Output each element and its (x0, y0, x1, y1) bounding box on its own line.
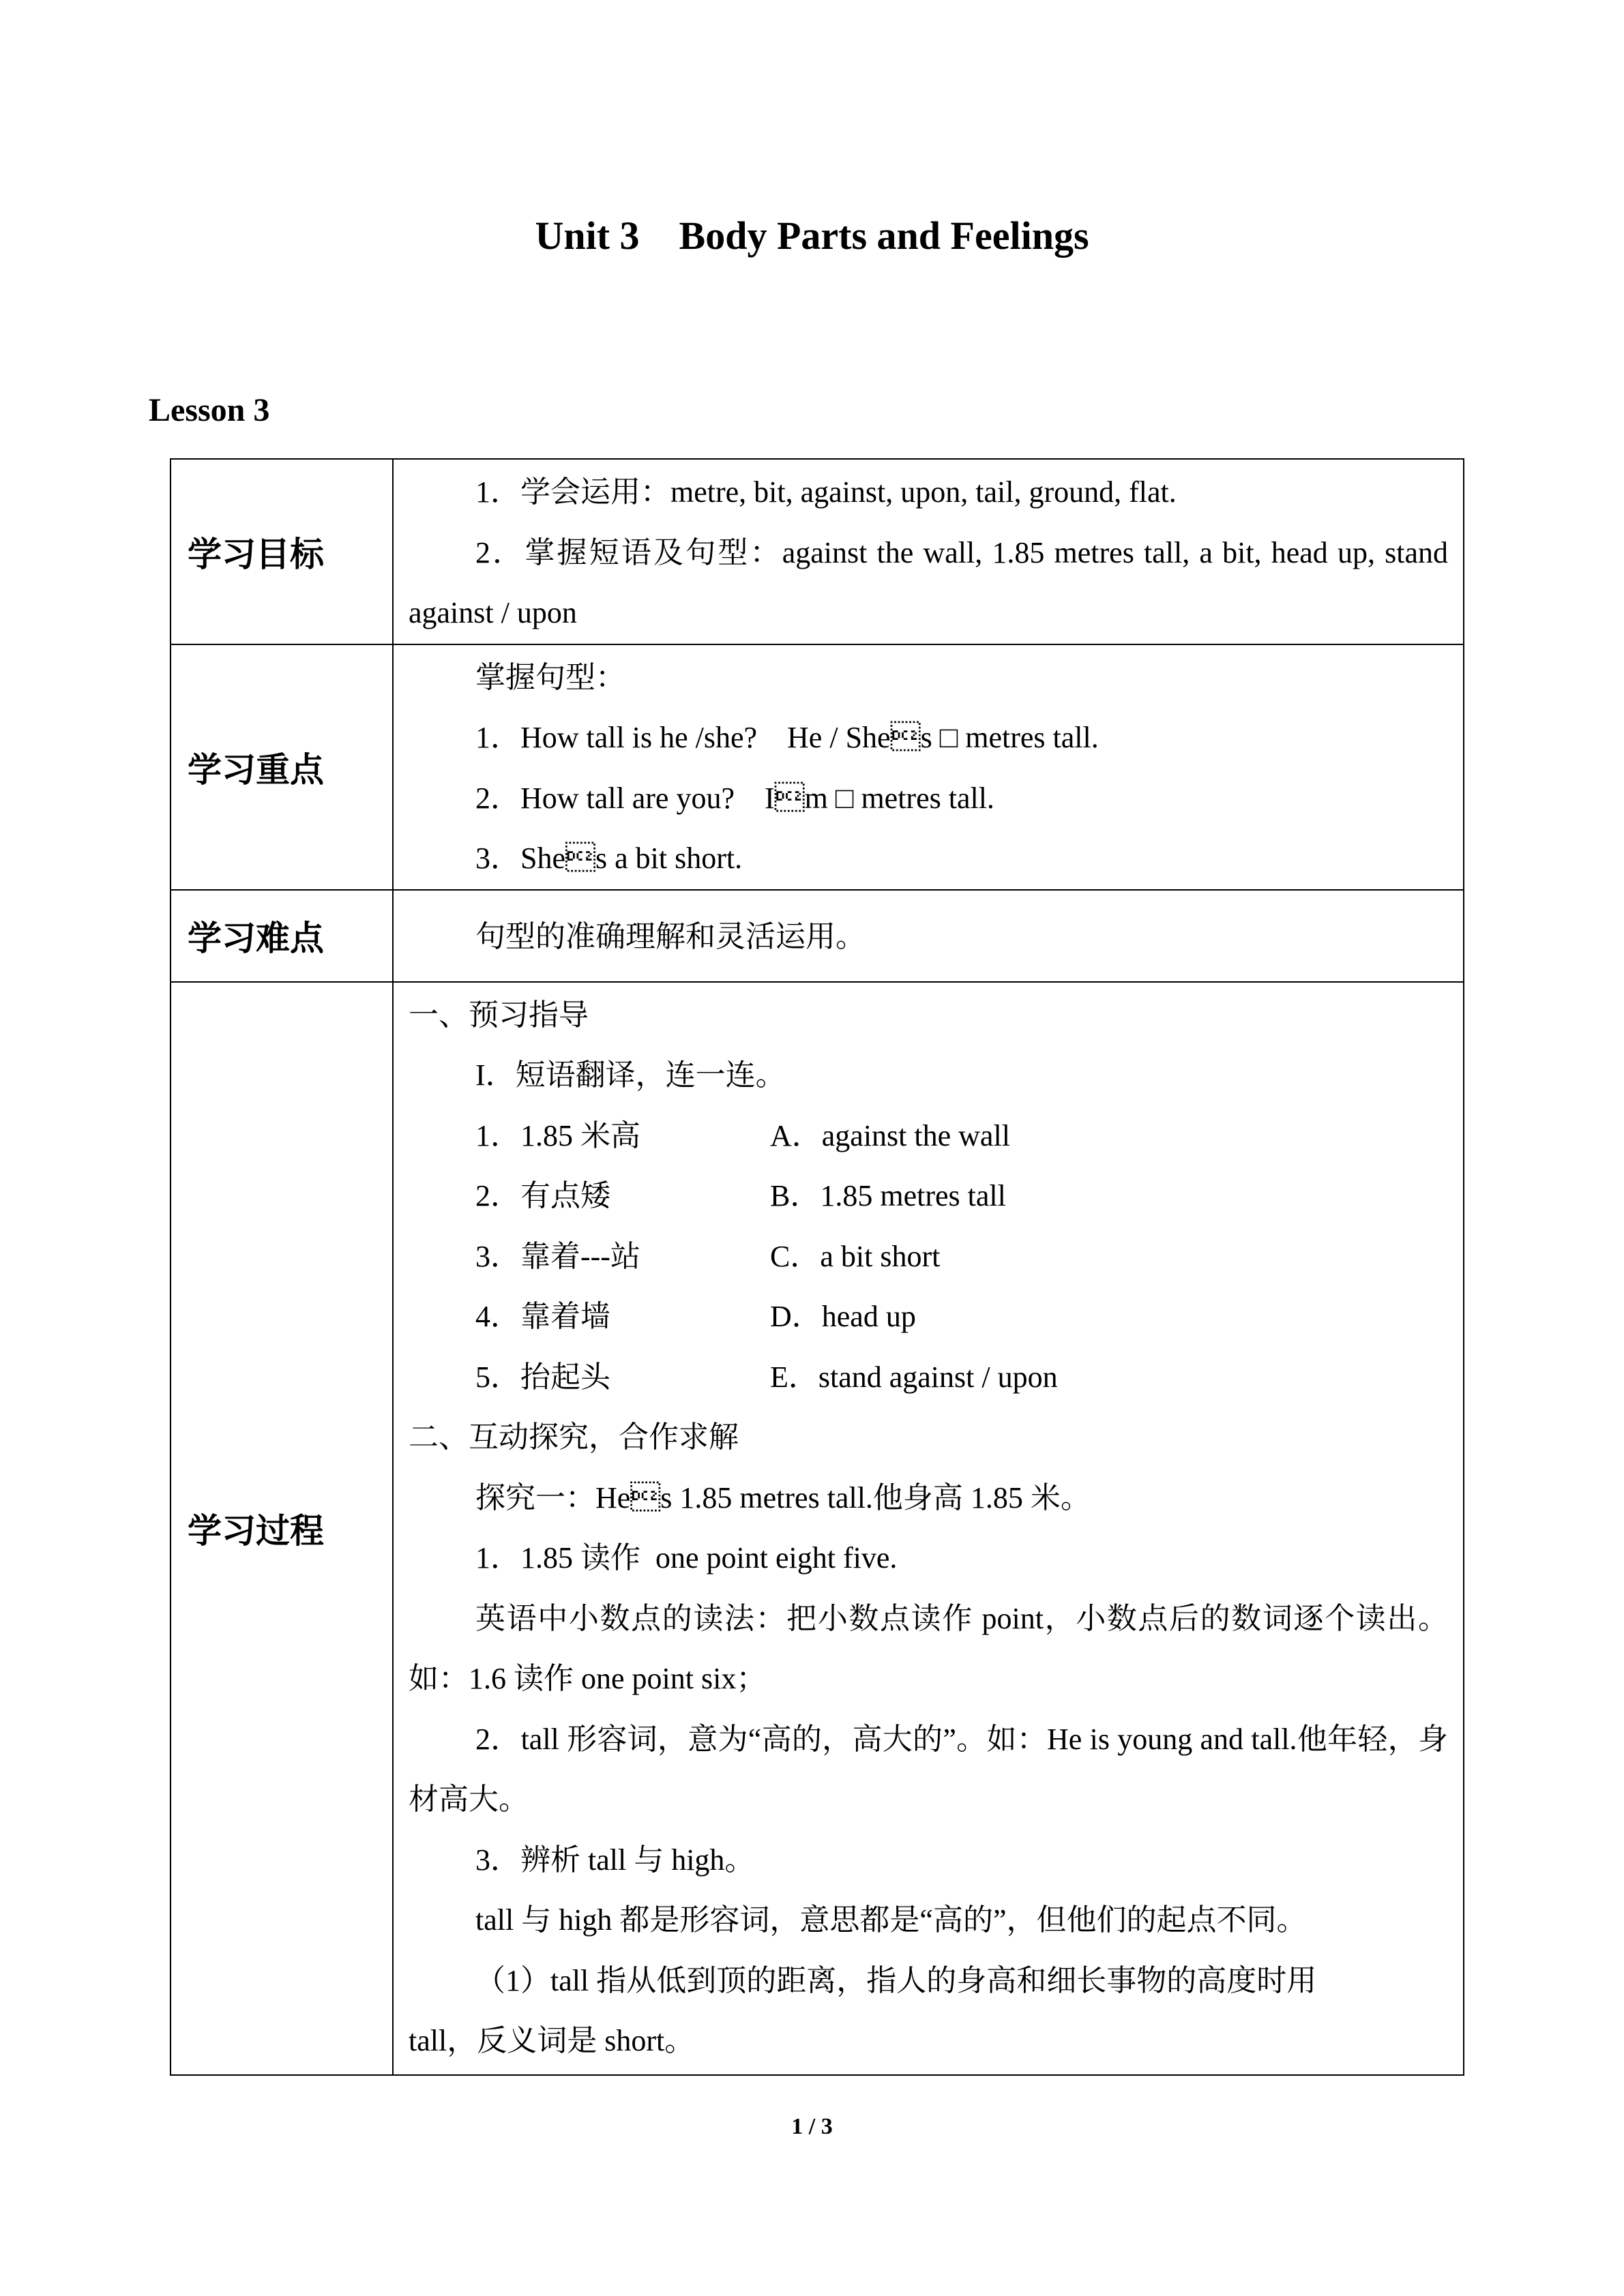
match-left: 4．靠着墙 (475, 1300, 610, 1333)
match-row (409, 1106, 1448, 1167)
match-row (409, 1347, 1448, 1408)
key-line-1: 掌握句型： (475, 660, 625, 694)
match-right: A．against the wall (770, 1118, 1010, 1152)
key-line-2: 1．How tall is he /she? He / Shes □ metres tall. (475, 721, 1099, 754)
goals-label: 学习目标 (171, 459, 393, 644)
section-2-heading: 二、互动探究，合作求解 (409, 1420, 739, 1454)
lesson-plan-table (170, 458, 1464, 2076)
goals-row (171, 459, 1464, 644)
paragraph-4: 3．辨析 tall 与 high。 (475, 1843, 755, 1877)
paragraph-6b: tall，反义词是 short。 (409, 2024, 695, 2057)
match-right: B．1.85 metres tall (770, 1179, 1006, 1212)
goals-content (393, 459, 1464, 644)
match-row (409, 1166, 1448, 1227)
match-right: C．a bit short (770, 1239, 941, 1273)
match-left: 3．靠着---站 (475, 1239, 640, 1273)
task-1: I．短语翻译，连一连。 (475, 1058, 786, 1092)
goals-line-1: 1．学会运用：metre, bit, against, upon, tail, ground, flat. (475, 475, 1177, 509)
process-label: 学习过程 (171, 982, 393, 2075)
match-left: 2．有点矮 (475, 1179, 610, 1212)
process-row (171, 982, 1464, 2075)
document-title: Unit 3 Body Parts and Feelings (535, 213, 1089, 258)
match-left: 1．1.85 米高 (475, 1118, 640, 1152)
difficulty-row (171, 890, 1464, 982)
difficulty-content (393, 890, 1464, 982)
paragraph-5: tall 与 high 都是形容词，意思都是“高的”，但他们的起点不同。 (475, 1903, 1307, 1937)
paragraph-6a: （1）tall 指从低到顶的距离，指人的身高和细长事物的高度时用 (475, 1963, 1317, 1997)
key-line-3: 2．How tall are you? Im □ metres tall. (475, 781, 994, 815)
goals-line-2: 2．掌握短语及句型：against the wall, 1.85 metres tall, a bit, head up, stand against / upon (409, 535, 1448, 629)
paragraph-2: 英语中小数点的读法：把小数点读作 point，小数点后的数词逐个读出。如：1.6 读作 one point six； (409, 1601, 1448, 1695)
match-row (409, 1287, 1448, 1347)
explore-1: 探究一：Hes 1.85 metres tall.他身高 1.85 米。 (475, 1480, 1091, 1515)
difficulty-label: 学习难点 (171, 890, 393, 982)
key-line-4: 3．Shes a bit short. (475, 841, 743, 875)
match-right: E．stand against / upon (770, 1360, 1058, 1394)
key-points-row (171, 644, 1464, 890)
key-points-content (393, 644, 1464, 890)
key-points-label: 学习重点 (171, 644, 393, 890)
match-left: 5．抬起头 (475, 1360, 610, 1394)
paragraph-1: 1．1.85 读作 one point eight five. (475, 1541, 898, 1575)
match-right: D．head up (770, 1300, 916, 1333)
difficulty-line-1: 句型的准确理解和灵活运用。 (475, 919, 866, 953)
paragraph-3: 2．tall 形容词，意为“高的，高大的”。如：He is young and tall.他年轻，身材高大。 (409, 1722, 1448, 1816)
section-1-heading: 一、预习指导 (409, 998, 589, 1032)
lesson-heading: Lesson 3 (149, 392, 270, 428)
page-number: 1 / 3 (791, 2114, 833, 2139)
match-row (409, 1227, 1448, 1287)
process-content (393, 982, 1464, 2075)
